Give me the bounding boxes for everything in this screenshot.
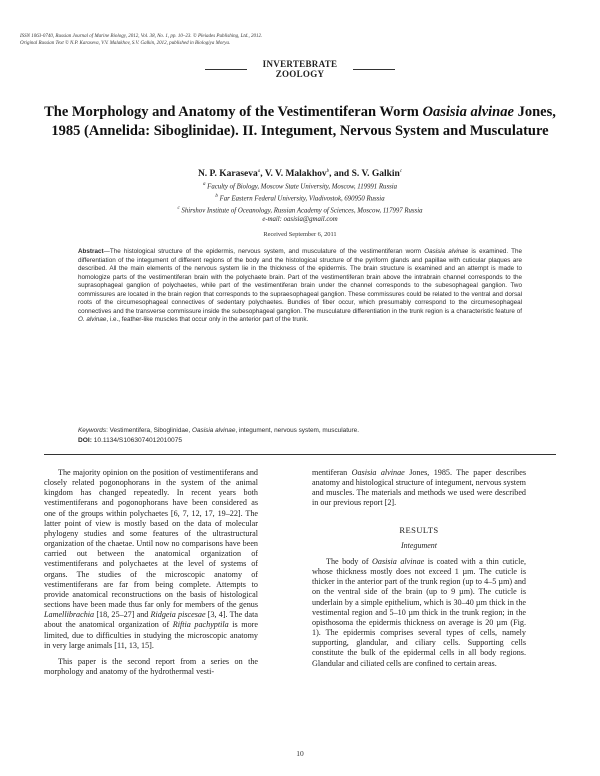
affiliation <box>0 193 600 203</box>
paragraph-text: is coated with a thin cuticle, whose thickness mostly does not exceed 1 µm. The cuticle is thicker in the anterior part of the trunk region (up to 4–5 µm) and on the ventral side of the brain (up to 9 µm). The cuticle is underlain by a simple epithelium, which is 30–40 µm thick in the vestimental region and 5–10 µm thick in the trunk region; in the opisthosoma the epidermis thickness on average is 20 µm (Fig. 1). The epidermis comprises several types of cells, namely supporting, glandular, and ciliary cells. Supporting cells constitute the bulk of the epidermal cells in all body regions. Glandular and ciliated cells are confined to certain areas. <box>312 556 527 668</box>
paragraph: This paper is the second report from a series on the morphology and anatomy of the hydrothermal vesti- <box>44 656 258 676</box>
abstract-text: , i.e., feather-like muscles that occur only in the anterior part of the trunk. <box>106 316 309 324</box>
affiliation-text: Far Eastern Federal University, Vladivostok, 690950 Russia <box>219 195 385 203</box>
keywords-text: : Vestimentifera, Siboglinidae, <box>106 427 193 434</box>
received-date: Received September 6, 2011 <box>263 231 337 238</box>
keywords-species: Oasisia alvinae <box>192 427 236 434</box>
abstract-label: Abstract <box>78 248 104 255</box>
paragraph <box>312 468 526 509</box>
affiliation <box>0 205 600 215</box>
author-mark: b <box>326 169 330 174</box>
abstract-separator <box>44 454 556 455</box>
keywords <box>78 426 522 435</box>
paragraph-text: The body of <box>326 556 373 566</box>
paragraph <box>44 468 258 651</box>
paragraph-text: The majority opinion on the position of vestimentiferans and closely related pogonophorans in the system of the animal kingdom has changed repeatedly. In recent years both vestimentiferans and pogonophorans have been considered as one of the groups within polychaetes [6, 7, 12, 17, 19–22]. The latter point of view is mostly based on the data of molecular phylogeny studies and some features of the ultrastructural organization of the chaetae. Until now no comparisons have been carried out between the anatomical organization of vestimentiferans and polychaetes at the level of systems of organs. The studies of the microscopic anatomy of vestimentiferans are far from being complete. Attempts to provide anatomical reconstructions on the basis of histological sections have been made thus far only for members of the genus <box>44 468 258 610</box>
author-list <box>0 166 600 180</box>
doi <box>78 436 522 445</box>
affiliation-text: Faculty of Biology, Moscow State University, Moscow, 119991 Russia <box>207 183 398 191</box>
results-heading: RESULTS <box>399 524 439 535</box>
body-column-left <box>44 468 258 683</box>
affiliation-mark: c <box>177 206 180 211</box>
doi-label: DOI: <box>78 437 92 444</box>
paragraph <box>312 557 526 669</box>
original-text-line: Original Russian Text © N.P. Karaseva, V.V. Malakhov, S.V. Galkin, 2012, published in Biologiya Morya. <box>20 41 231 46</box>
keywords-text: , integument, nervous system, musculature. <box>235 427 359 434</box>
affiliation-mark: a <box>202 182 206 187</box>
abstract-text: The histological structure of the epidermis, nervous system, and musculature of the vestimentiferan worm <box>109 248 425 255</box>
article-title <box>40 103 560 141</box>
abstract-species: O. alvinae <box>78 316 107 324</box>
integument-subheading: Integument <box>401 540 437 550</box>
genus-name: Riftia pachyptila <box>172 620 229 630</box>
abstract-species: Oasisia alvinae <box>424 248 469 255</box>
section-line-1: INVERTEBRATE <box>262 59 338 69</box>
journal-line: ISSN 1063-0740, Russian Journal of Marine Biology, 2012, Vol. 38, No. 1, pp. 10–23. © Pleiades Publishing, Ltd., 2012. <box>20 34 263 39</box>
species-name: Oasisia alvinae <box>351 468 405 477</box>
author-separator: , <box>260 169 265 180</box>
page-number: 10 <box>296 749 304 758</box>
author-separator: , and <box>329 169 352 180</box>
author-mark: a <box>257 169 261 174</box>
title-part-1: The Morphology and Anatomy of the Vestimentiferan Worm <box>44 104 423 120</box>
author-name: S. V. Galkin <box>351 169 400 180</box>
keywords-label: Keywords <box>78 427 107 434</box>
paragraph-text: [18, 25–27] and <box>94 610 151 620</box>
affiliation <box>0 181 600 191</box>
species-name: Oasisia alvinae <box>372 556 425 566</box>
abstract-dash: — <box>103 248 110 255</box>
author-name: V. V. Malakhov <box>264 169 327 180</box>
doi-value[interactable]: 10.1134/S1063074012010075 <box>91 437 183 444</box>
author-mark: c <box>399 169 403 174</box>
genus-name: Lamellibrachia <box>44 610 95 620</box>
section-line-2: ZOOLOGY <box>275 69 325 79</box>
abstract-text: is examined. The differentiation of the integument of different regions of the body and the histological structure of the pyriform glands and papillae with cuticular plaques are described. All the main elements of the nervous system lie in the thickness of the epidermis. The brain structure is examined and an attempt is made to homologize parts of the vestimentiferan brain with the polychaete brain. Part of the vestimentiferan brain above the intrabrain channel corresponds to the suprasophageal ganglion of polychaetes, while part of the vestimentiferan brain under the channel corresponds to the subesophageal ganglion. Two commissures are located in the brain region that corresponds to the supraesophageal ganglion. These commissures could be related to the ventral and dorsal roots of the circumesophageal connectives of sedentary polychaetes. Bundles of fiber occur, which presumably correspond to the circumesophageal connectives and the transverse commissure inside the subesophageal ganglion. The musculature differentiation in the trunk region is a characteristic feature of <box>78 248 523 315</box>
affiliation-mark: b <box>215 194 218 199</box>
author-name: N. P. Karaseva <box>197 169 258 180</box>
paragraph-text: [3, 4]. The data about the anatomical organization of <box>44 610 258 630</box>
affiliation-text: Shirshov Institute of Oceanology, Russian Academy of Sciences, Moscow, 117997 Russia <box>181 207 423 215</box>
paragraph-text: Jones, 1985. The paper describes anatomy and histological structure of integument, nervous system and muscles. The materials and methods we used were described in our previous report [2]. <box>312 468 526 508</box>
title-part-2: Jones, 1985 (Annelida: Siboglinidae). II. Integument, Nervous System and Musculature <box>51 104 556 139</box>
body-column-right <box>312 468 526 675</box>
genus-name: Ridgeia piscesae <box>150 610 206 620</box>
paragraph-text: mentiferan <box>312 468 352 477</box>
running-header <box>20 33 420 47</box>
abstract <box>78 248 522 325</box>
section-heading <box>0 59 600 79</box>
title-species: Oasisia alvinae <box>422 104 514 120</box>
email[interactable]: e-mail: oasisia@gmail.com <box>262 216 338 223</box>
paragraph-text: is more limited, due to difficulties in studying the microscopic anatomy in very large animals [11, 13, 15]. <box>44 620 258 650</box>
